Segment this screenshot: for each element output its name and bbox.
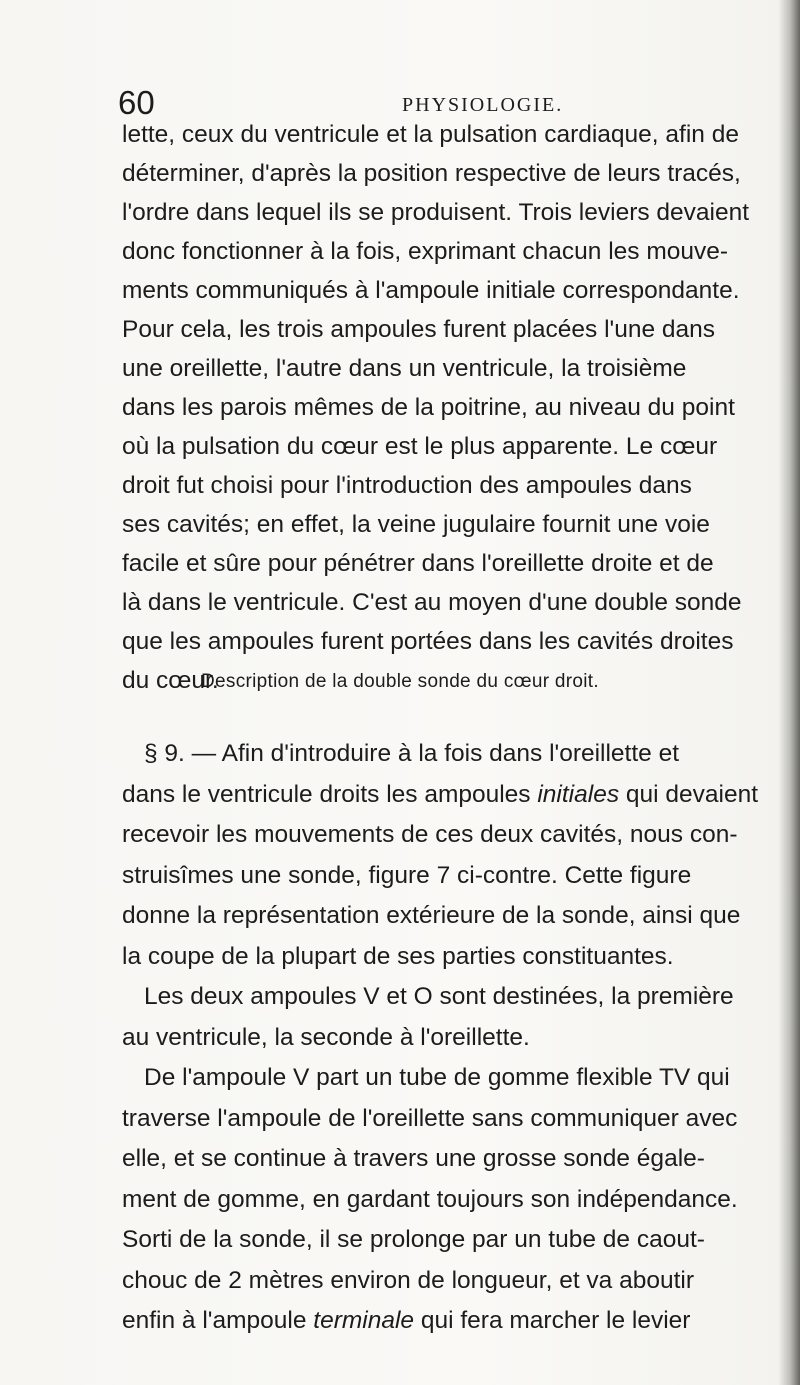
text-line: droit fut choisi pour l'introduction des ampoules dans: [122, 472, 692, 499]
section-9-body: [122, 734, 758, 1342]
text-run: Les deux ampoules V et O sont destinées, la première: [144, 983, 734, 1010]
text-line: donne la représentation extérieure de la sonde, ainsi que: [122, 902, 741, 929]
text-line: lette, ceux du ventricule et la pulsation cardiaque, afin de: [122, 121, 739, 148]
text-line: dans les parois mêmes de la poitrine, au niveau du point: [122, 394, 735, 421]
text-line: recevoir les mouvements de ces deux cavités, nous con-: [122, 821, 738, 848]
text-line: [122, 1301, 758, 1342]
text-line: Pour cela, les trois ampoules furent placées l'une dans: [122, 316, 716, 343]
page-number: 60: [118, 84, 155, 121]
text-line: au ventricule, la seconde à l'oreillette.: [122, 1023, 530, 1051]
italic-term: initiales: [537, 780, 620, 808]
text-line: ments communiqués à l'ampoule initiale correspondante.: [122, 277, 740, 304]
running-head: PHYSIOLOGIE.: [402, 94, 564, 116]
section-caption: Description de la double sonde du cœur droit.: [201, 671, 599, 692]
paragraph-continued: [122, 115, 758, 700]
text-line: elle, et se continue à travers une grosse sonde égale-: [122, 1145, 705, 1172]
page-edge-shadow: [778, 0, 800, 1385]
text-line: donc fonctionner à la fois, exprimant chacun les mouve-: [122, 238, 729, 265]
text-line: Sorti de la sonde, il se prolonge par un tube de caout-: [122, 1226, 705, 1253]
text-run: De l'ampoule V part un tube de gomme flexible TV qui: [144, 1064, 730, 1091]
text-line: la coupe de la plupart de ses parties constituantes.: [122, 942, 674, 970]
text-line: [122, 1058, 758, 1099]
text-run: qui fera marcher le levier: [414, 1307, 691, 1334]
text-line: ses cavités; en effet, la veine jugulaire fournit une voie: [122, 511, 710, 538]
text-line: traverse l'ampoule de l'oreillette sans communiquer avec: [122, 1104, 738, 1132]
text-line: facile et sûre pour pénétrer dans l'oreillette droite et de: [122, 550, 714, 577]
italic-term: terminale: [313, 1307, 415, 1334]
text-line: [122, 775, 758, 816]
text-run: enfin à l'ampoule: [122, 1307, 314, 1334]
text-line: que les ampoules furent portées dans les cavités droites: [122, 628, 734, 655]
text-line: une oreillette, l'autre dans un ventricule, la troisième: [122, 355, 687, 382]
text-line: struisîmes une sonde, figure 7 ci-contre. Cette figure: [122, 861, 692, 889]
text-line: [122, 977, 758, 1018]
text-line: l'ordre dans lequel ils se produisent. Trois leviers devaient: [122, 199, 750, 226]
text-run: qui devaient: [619, 780, 759, 808]
text-line: ment de gomme, en gardant toujours son indépendance.: [122, 1185, 738, 1213]
text-line: du cœur.: [122, 667, 219, 694]
text-run: dans le ventricule droits les ampoules: [122, 780, 538, 808]
text-line: [122, 734, 758, 775]
section-lead: § 9. — Afin d'introduire à la fois dans l'oreillette et: [144, 740, 680, 767]
text-line: chouc de 2 mètres environ de longueur, et va aboutir: [122, 1266, 695, 1294]
text-line: là dans le ventricule. C'est au moyen d'une double sonde: [122, 589, 742, 616]
text-line: où la pulsation du cœur est le plus apparente. Le cœur: [122, 433, 718, 460]
text-line: déterminer, d'après la position respective de leurs tracés,: [122, 160, 741, 187]
